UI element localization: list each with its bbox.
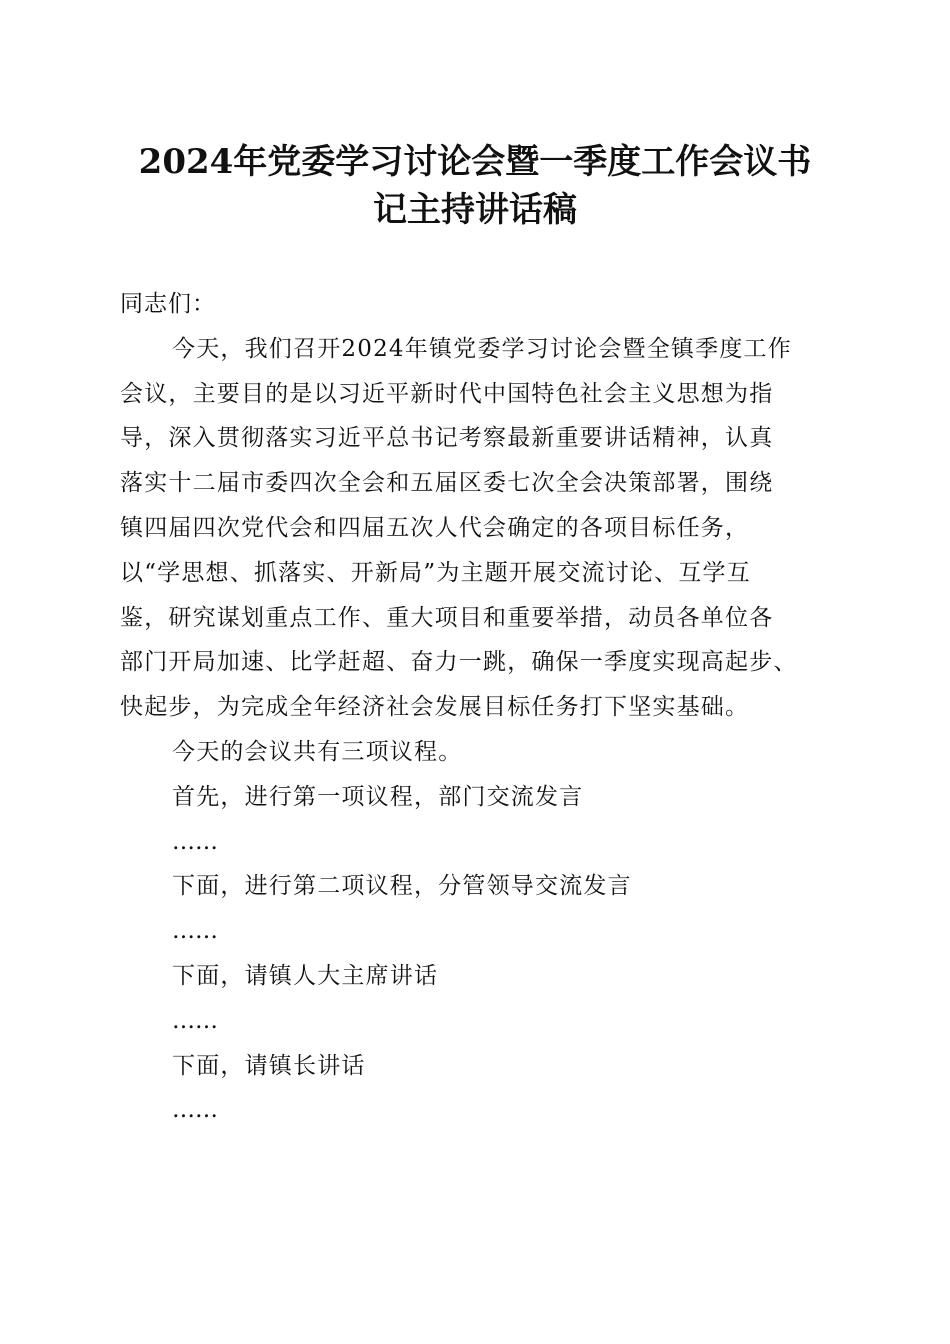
title-line-1: 2024年党委学习讨论会暨一季度工作会议书 — [138, 142, 812, 182]
document-body — [120, 282, 840, 1133]
agenda-item-3-ellipsis: …… — [172, 1007, 218, 1034]
agenda-item-1-ellipsis: …… — [172, 828, 218, 855]
greeting: 同志们： — [120, 291, 216, 317]
agenda-item-2: 下面，进行第二项议程，分管领导交流发言 — [172, 873, 632, 900]
title-line-2: 记主持讲话稿 — [373, 190, 577, 230]
intro-line: 部门开局加速、比学赶超、奋力一跳，确保一季度实现高起步、 — [120, 649, 798, 676]
agenda-item-1: 首先，进行第一项议程，部门交流发言 — [172, 783, 584, 810]
intro-line: 鉴，研究谋划重点工作、重大项目和重要举措，动员各单位各 — [120, 604, 774, 631]
intro-line: 以“学思想、抓落实、开新局”为主题开展交流讨论、互学互 — [120, 559, 751, 586]
intro-line: 会议，主要目的是以习近平新时代中国特色社会主义思想为指 — [120, 380, 774, 407]
intro-line: 镇四届四次党代会和四届五次人代会确定的各项目标任务， — [120, 514, 750, 541]
intro-line: 今天，我们召开2024年镇党委学习讨论会暨全镇季度工作 — [172, 335, 792, 362]
agenda-item-4-ellipsis: …… — [172, 1097, 218, 1124]
intro-paragraph — [120, 327, 840, 730]
intro-line: 快起步，为完成全年经济社会发展目标任务打下坚实基础。 — [120, 694, 750, 721]
agenda-item-4: 下面，请镇长讲话 — [172, 1052, 366, 1079]
document-title — [100, 138, 850, 234]
intro-line: 落实十二届市委四次全会和五届区委七次全会决策部署，围绕 — [120, 470, 774, 497]
agenda-item-3: 下面，请镇人大主席讲话 — [172, 962, 439, 989]
agenda-item-2-ellipsis: …… — [172, 918, 218, 945]
agenda-intro: 今天的会议共有三项议程。 — [172, 738, 463, 765]
intro-line: 导，深入贯彻落实习近平总书记考察最新重要讲话精神，认真 — [120, 425, 774, 452]
